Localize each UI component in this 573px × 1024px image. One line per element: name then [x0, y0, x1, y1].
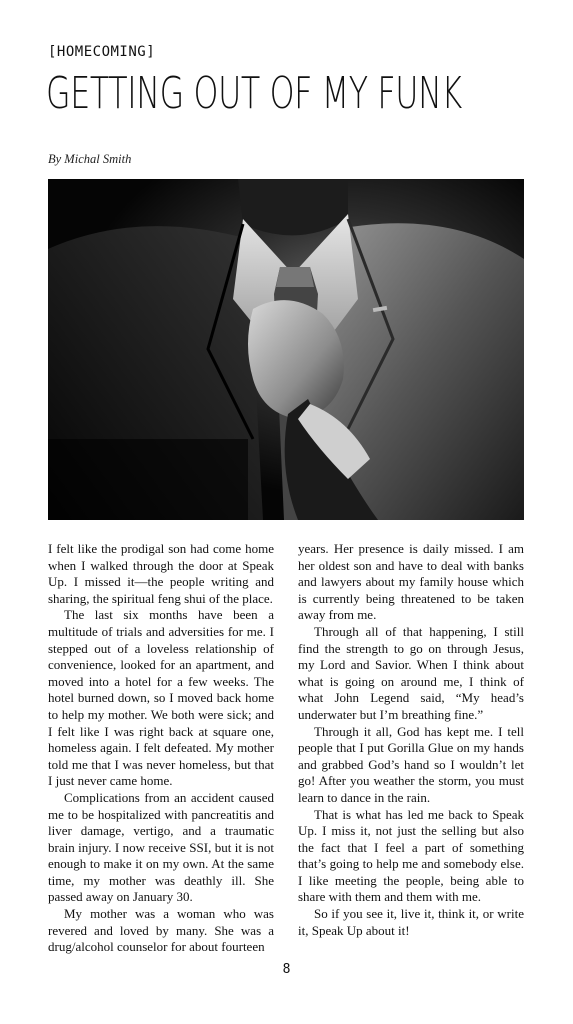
article-paragraph: My mother was a woman who was revered and loved by many. She was a drug/alcohol counselor for about fourteen — [48, 906, 274, 955]
article-paragraph: Through all of that happening, I still find the strength to go on through Jesus, my Lord and Savior. When I think about what is going on around me, I think of what John Legend said, “My head’s underwater but I’m breathing fine.” — [298, 623, 524, 722]
photo-man-in-suit-adjusting-tie-icon — [48, 179, 524, 520]
section-label: [HOMECOMING] — [48, 44, 156, 60]
article-paragraph: That is what has led me back to Speak Up. I miss it, not just the selling but also the fact that I feel a part of something that’s going to help me and somebody else. I like meeting the people, being able to share with them and them with me. — [298, 806, 524, 905]
article-paragraph: Complications from an accident caused me to be hospitalized with pancreatitis and liver damage, vertigo, and a traumatic brain injury. I now receive SSI, but it is not enough to make it on my own. At the same time, my mother was deathly ill. She passed away on January 30. — [48, 789, 274, 905]
page-number: 8 — [282, 962, 291, 977]
article-paragraph-continued: years. Her presence is daily missed. I am her oldest son and have to deal with banks and lawyers about my family house which is currently being threatened to be taken away from me. — [298, 541, 524, 623]
article-paragraph: Through it all, God has kept me. I tell people that I put Gorilla Glue on my hands and grabbed God’s hand so I wouldn’t let go! After you weather the storm, you must learn to dance in the rain. — [298, 723, 524, 805]
article-photo — [48, 179, 524, 520]
article-headline: GETTING OUT OF MY FUNK — [46, 68, 462, 119]
byline: By Michal Smith — [48, 152, 132, 166]
article-paragraph: I felt like the prodigal son had come home when I walked through the door at Speak Up. I missed it—the people writing and sharing, the spiritual feng shui of the place. — [48, 541, 274, 606]
article-paragraph: The last six months have been a multitude of trials and adversities for me. I stepped out of a loveless relationship of convenience, looked for an apartment, and moved into a hotel for a few weeks. The hotel burned down, so I moved back home to help my mother. We both were sick; and I felt like I was right back at square one, homeless again. I felt defeated. My mother told me that I was never homeless, but that I just never came home. — [48, 607, 274, 789]
article-column-left — [48, 541, 274, 956]
article-paragraph: So if you see it, live it, think it, or write it, Speak Up about it! — [298, 906, 524, 938]
article-column-right — [298, 541, 524, 939]
